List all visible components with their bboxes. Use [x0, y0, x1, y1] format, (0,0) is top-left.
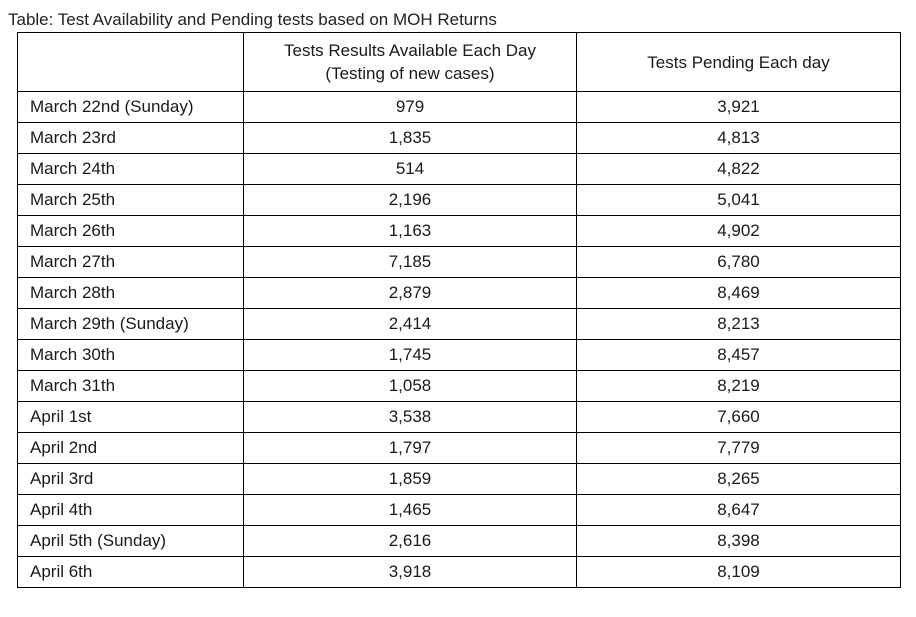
table-row: [18, 464, 901, 495]
cell-date: March 31th: [18, 371, 244, 402]
cell-tests-pending: 8,213: [577, 309, 901, 340]
cell-tests-pending: 8,457: [577, 340, 901, 371]
table-row: [18, 216, 901, 247]
cell-date: March 30th: [18, 340, 244, 371]
cell-tests-pending: 6,780: [577, 247, 901, 278]
table-row: [18, 278, 901, 309]
header-tests-available-line2: (Testing of new cases): [325, 64, 495, 83]
table-row: [18, 526, 901, 557]
table-row: [18, 433, 901, 464]
table-row: [18, 92, 901, 123]
cell-tests-available: 2,879: [244, 278, 577, 309]
cell-date: March 28th: [18, 278, 244, 309]
table-row: [18, 340, 901, 371]
cell-tests-pending: 8,265: [577, 464, 901, 495]
cell-tests-available: 514: [244, 154, 577, 185]
cell-date: March 29th (Sunday): [18, 309, 244, 340]
cell-tests-pending: 8,109: [577, 557, 901, 588]
cell-tests-pending: 8,398: [577, 526, 901, 557]
cell-date: April 4th: [18, 495, 244, 526]
cell-tests-available: 1,745: [244, 340, 577, 371]
header-date: [18, 33, 244, 92]
table-row: [18, 309, 901, 340]
header-tests-available-line1: Tests Results Available Each Day: [284, 41, 536, 60]
table-row: [18, 247, 901, 278]
cell-date: March 24th: [18, 154, 244, 185]
cell-tests-available: 7,185: [244, 247, 577, 278]
cell-tests-available: 1,058: [244, 371, 577, 402]
cell-date: March 27th: [18, 247, 244, 278]
cell-tests-available: 1,835: [244, 123, 577, 154]
test-availability-table: [17, 32, 901, 588]
cell-date: March 26th: [18, 216, 244, 247]
table-row: [18, 185, 901, 216]
table-header-row: [18, 33, 901, 92]
cell-tests-available: 3,538: [244, 402, 577, 433]
table-row: [18, 402, 901, 433]
cell-date: April 5th (Sunday): [18, 526, 244, 557]
cell-tests-pending: 8,219: [577, 371, 901, 402]
header-tests-pending: Tests Pending Each day: [577, 33, 901, 92]
cell-date: April 1st: [18, 402, 244, 433]
cell-tests-pending: 4,902: [577, 216, 901, 247]
cell-date: March 22nd (Sunday): [18, 92, 244, 123]
cell-tests-pending: 8,647: [577, 495, 901, 526]
cell-tests-available: 3,918: [244, 557, 577, 588]
cell-date: April 2nd: [18, 433, 244, 464]
cell-tests-pending: 5,041: [577, 185, 901, 216]
table-row: [18, 371, 901, 402]
table-row: [18, 123, 901, 154]
cell-tests-pending: 3,921: [577, 92, 901, 123]
cell-date: April 3rd: [18, 464, 244, 495]
cell-tests-pending: 4,813: [577, 123, 901, 154]
cell-tests-available: 2,196: [244, 185, 577, 216]
cell-tests-pending: 4,822: [577, 154, 901, 185]
table-row: [18, 557, 901, 588]
cell-tests-available: 979: [244, 92, 577, 123]
cell-tests-available: 2,616: [244, 526, 577, 557]
table-row: [18, 154, 901, 185]
cell-tests-available: 1,797: [244, 433, 577, 464]
table-body: [18, 92, 901, 588]
cell-tests-pending: 8,469: [577, 278, 901, 309]
cell-tests-available: 2,414: [244, 309, 577, 340]
cell-tests-available: 1,163: [244, 216, 577, 247]
table-row: [18, 495, 901, 526]
cell-date: March 25th: [18, 185, 244, 216]
cell-tests-pending: 7,779: [577, 433, 901, 464]
cell-date: April 6th: [18, 557, 244, 588]
cell-tests-available: 1,859: [244, 464, 577, 495]
cell-tests-pending: 7,660: [577, 402, 901, 433]
table-caption: Table: Test Availability and Pending tests based on MOH Returns: [8, 10, 497, 29]
cell-tests-available: 1,465: [244, 495, 577, 526]
header-tests-available: [244, 33, 577, 92]
cell-date: March 23rd: [18, 123, 244, 154]
